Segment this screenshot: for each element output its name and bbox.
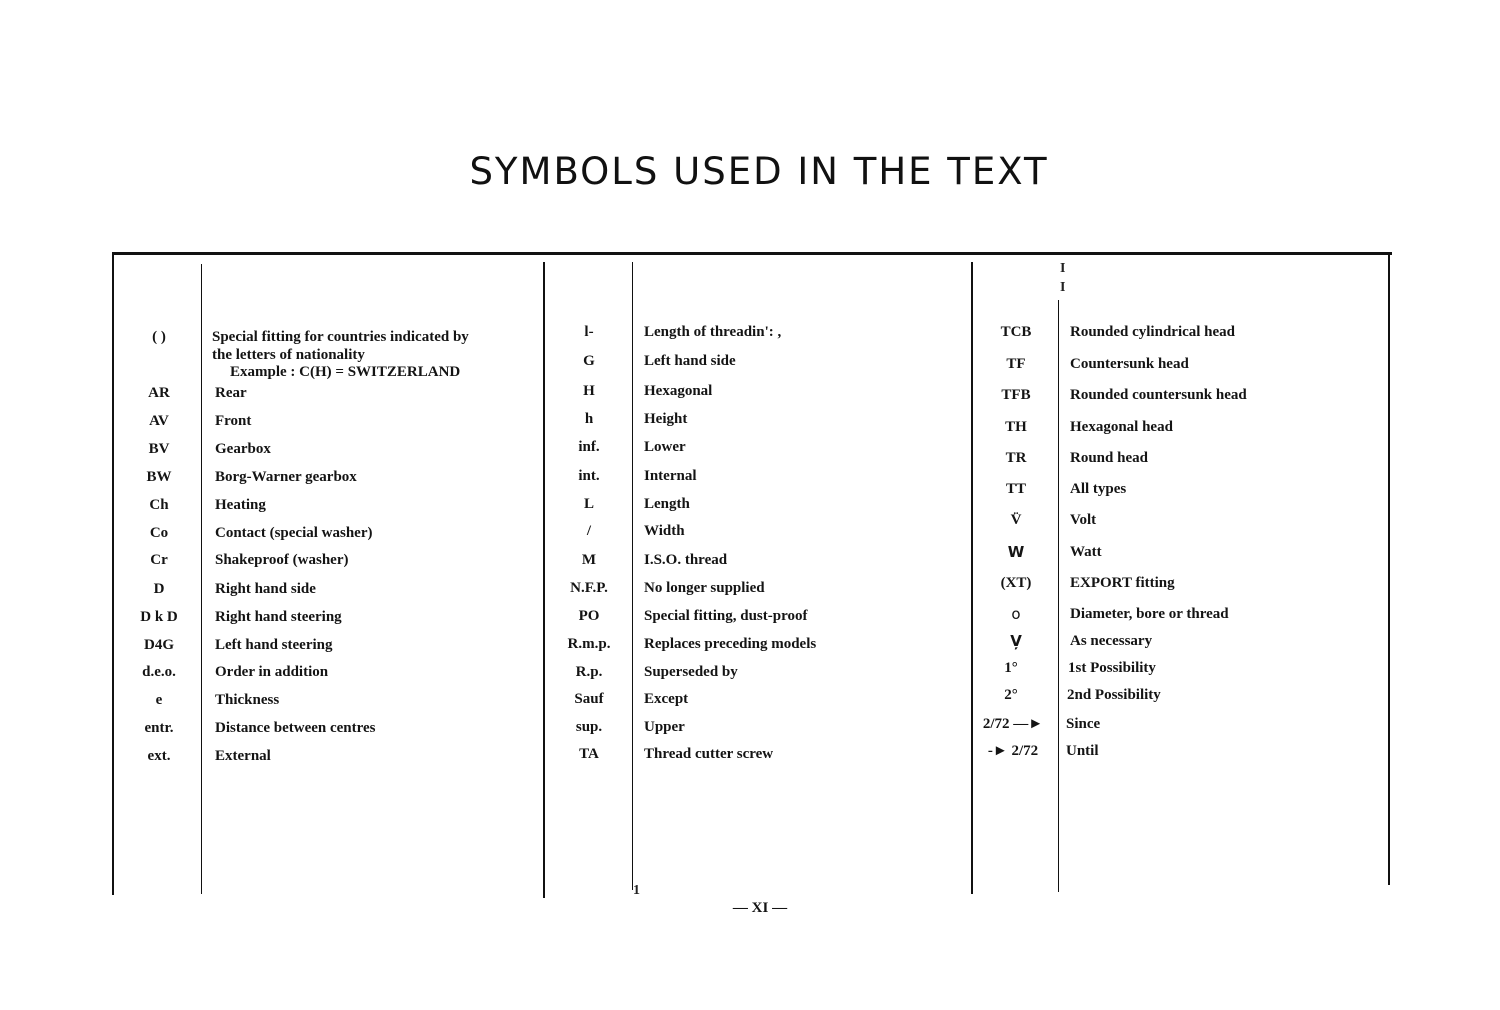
- symbol: D4G: [144, 637, 174, 653]
- description: 2nd Possibility: [1067, 687, 1161, 703]
- description: the letters of nationality: [212, 347, 365, 363]
- description: Countersunk head: [1070, 356, 1189, 372]
- description: Volt: [1070, 512, 1097, 528]
- description: Rounded countersunk head: [1070, 387, 1247, 403]
- mark-top-2: I: [1060, 280, 1066, 295]
- description: Rounded cylindrical head: [1070, 324, 1236, 340]
- symbol: H: [583, 383, 595, 399]
- description: Internal: [644, 468, 697, 484]
- until-symbol: -► 2/72: [987, 743, 1039, 759]
- description: Rear: [215, 385, 247, 401]
- symbol: TA: [579, 746, 599, 762]
- symbol: TF: [1006, 356, 1026, 372]
- description: Distance between centres: [215, 720, 376, 736]
- description: Until: [1066, 743, 1099, 759]
- description: No longer supplied: [644, 580, 765, 596]
- symbol: d.e.o.: [142, 664, 176, 680]
- symbol: sup.: [575, 719, 603, 735]
- symbol: Cr: [150, 552, 168, 568]
- description: Upper: [644, 719, 685, 735]
- symbol: ( ): [152, 329, 166, 345]
- description: Borg-Warner gearbox: [215, 469, 357, 485]
- symbol: G: [583, 353, 595, 369]
- diameter-symbol: o: [1011, 605, 1021, 623]
- symbol: TFB: [1001, 387, 1031, 403]
- symbol: L: [583, 496, 594, 512]
- table-top-border: [112, 252, 1392, 255]
- symbol: R.m.p.: [567, 636, 611, 652]
- description: External: [215, 748, 271, 764]
- symbol: int.: [578, 468, 600, 484]
- description: Front: [215, 413, 252, 429]
- description: Width: [644, 523, 685, 539]
- description: Watt: [1070, 544, 1102, 560]
- symbol: e: [155, 692, 163, 708]
- description: Special fitting for countries indicated by: [212, 329, 469, 345]
- symbol: M: [581, 552, 597, 568]
- description: Length of threadin': ,: [644, 324, 782, 340]
- as-necessary-symbol: V̦: [1010, 632, 1022, 650]
- symbol: TH: [1005, 419, 1027, 435]
- symbol: (XT): [1000, 575, 1032, 591]
- col2-divider: [632, 262, 633, 890]
- description: Lower: [644, 439, 686, 455]
- symbol: AR: [148, 385, 170, 401]
- description: Left hand side: [644, 353, 736, 369]
- mark-top-1: I: [1060, 261, 1066, 276]
- description: EXPORT fitting: [1070, 575, 1175, 591]
- section-divider-1: [543, 262, 545, 898]
- description: Hexagonal head: [1070, 419, 1173, 435]
- symbol: inf.: [578, 439, 600, 455]
- description: Right hand steering: [215, 609, 342, 625]
- symbol: N.F.P.: [570, 580, 608, 596]
- description: 1st Possibility: [1068, 660, 1156, 676]
- symbol: /: [586, 523, 592, 539]
- description: Gearbox: [215, 441, 271, 457]
- col1-divider: [201, 264, 202, 894]
- description: Example : C(H) = SWITZERLAND: [230, 364, 461, 380]
- description: Thickness: [215, 692, 280, 708]
- description: Thread cutter screw: [644, 746, 774, 762]
- symbol: entr.: [144, 720, 174, 736]
- description: Left hand steering: [215, 637, 333, 653]
- symbol: Co: [149, 525, 169, 541]
- table-left-border: [112, 255, 114, 895]
- description: Round head: [1070, 450, 1148, 466]
- symbol: BV: [148, 441, 170, 457]
- col3-divider: [1058, 300, 1059, 892]
- description: Length: [644, 496, 690, 512]
- description: I.S.O. thread: [644, 552, 728, 568]
- symbol: AV: [149, 413, 169, 429]
- symbol: ext.: [147, 748, 171, 764]
- description: Order in addition: [215, 664, 329, 680]
- description: As necessary: [1070, 633, 1153, 649]
- symbol: D: [153, 581, 165, 597]
- symbol: l-: [584, 324, 594, 340]
- symbol: PO: [578, 608, 600, 624]
- page-title: SYMBOLS USED IN THE TEXT: [469, 150, 1049, 193]
- symbol: h: [584, 411, 594, 427]
- description: Except: [644, 691, 689, 707]
- symbol: TCB: [1000, 324, 1032, 340]
- description: Shakeproof (washer): [215, 552, 349, 568]
- symbol: D k D: [140, 609, 178, 625]
- description: Contact (special washer): [215, 525, 373, 541]
- description: Replaces preceding models: [644, 636, 817, 652]
- volt-symbol: V̈: [1010, 512, 1022, 528]
- table-right-border: [1388, 255, 1390, 885]
- since-symbol: 2/72 —►: [982, 716, 1044, 732]
- symbol: TR: [1005, 450, 1027, 466]
- symbol: 2°: [1004, 687, 1018, 703]
- description: Hexagonal: [644, 383, 713, 399]
- description: Special fitting, dust-proof: [644, 608, 808, 624]
- symbol: Ch: [149, 497, 169, 513]
- description: Right hand side: [215, 581, 316, 597]
- section-divider-2: [971, 262, 973, 894]
- symbol: 1°: [1004, 660, 1018, 676]
- symbol: W: [1007, 543, 1025, 561]
- symbol: R.p.: [575, 664, 603, 680]
- description: Height: [644, 411, 688, 427]
- symbol: BW: [146, 469, 172, 485]
- page-number: — XI —: [732, 900, 788, 916]
- mark-bottom: 1: [633, 883, 640, 898]
- description: Heating: [215, 497, 266, 513]
- description: Diameter, bore or thread: [1070, 606, 1229, 622]
- description: All types: [1070, 481, 1127, 497]
- symbol: Sauf: [574, 691, 604, 707]
- symbol: TT: [1005, 481, 1026, 497]
- description: Superseded by: [644, 664, 738, 680]
- description: Since: [1066, 716, 1101, 732]
